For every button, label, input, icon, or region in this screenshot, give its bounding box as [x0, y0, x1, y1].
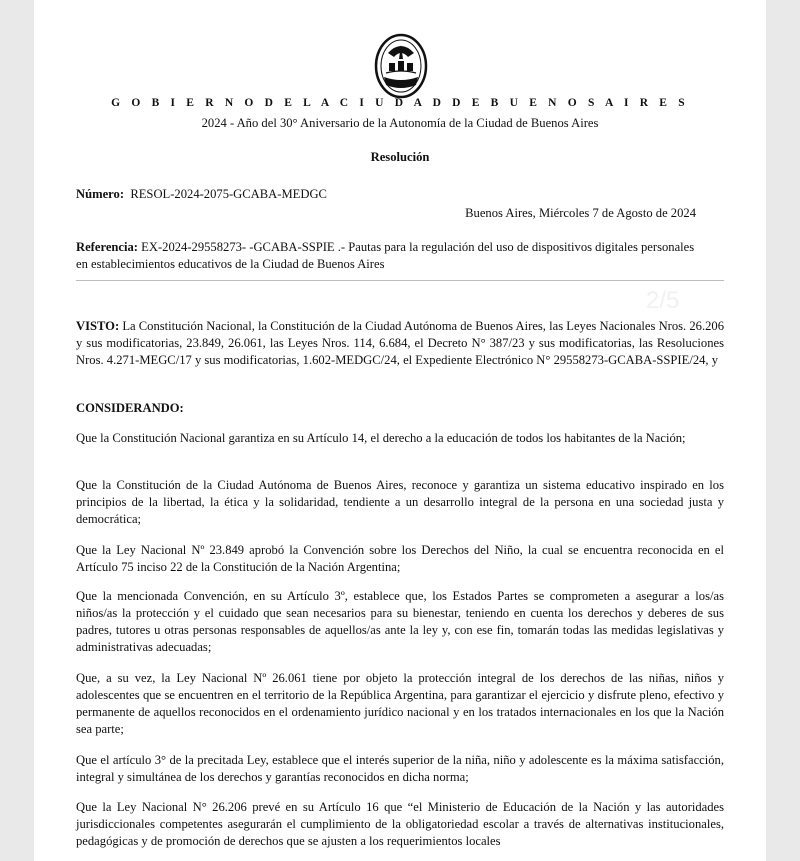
page-watermark: 2/5 [646, 287, 680, 314]
paragraph-5: Que, a su vez, la Ley Nacional Nº 26.061 tiene por objeto la protección integral de los derechos de las niñas, niños y adolescentes que se encuentren en el territorio de la República Argentina, para garantizar el ejercicio y disfrute pleno, efectivo y permanente de aquellos reconocidos en el ordenamiento jurídico nacional y en los tratados internacionales en los que la Nación sea parte; [76, 671, 724, 736]
considerando-heading: CONSIDERANDO: [76, 401, 184, 415]
referencia-line1: EX-2024-29558273- -GCABA-SSPIE .- Pautas para la regulación del uso de dispositivos digitales personales [141, 240, 695, 254]
year-motto: 2024 - Año del 30° Aniversario de la Autonomía de la Ciudad de Buenos Aires [201, 116, 599, 130]
government-name: G O B I E R N O D E L A C I U D A D D E B U E N O S A I R E S [111, 97, 689, 109]
numero-line [76, 186, 327, 203]
city-seal-icon [374, 33, 428, 99]
referencia-line2: en establecimientos educativos de la Ciudad de Buenos Aires [76, 257, 385, 271]
paragraph-3: Que la Ley Nacional Nº 23.849 aprobó la Convención sobre los Derechos del Niño, la cual se encuentra reconocida en el Artículo 75 inciso 22 de la Constitución de la Nación Argentina; [76, 543, 724, 574]
referencia-block [76, 239, 726, 273]
paragraph-2: Que la Constitución de la Ciudad Autónoma de Buenos Aires, reconoce y garantiza un sistema educativo inspirado en los principios de la libertad, la ética y la solidaridad, tendiente a un desarrollo integral de la persona en una sociedad justa y democrática; [76, 478, 724, 526]
numero-value: RESOL-2024-2075-GCABA-MEDGC [130, 187, 327, 201]
paragraph-6: Que el artículo 3° de la precitada Ley, establece que el interés superior de la niña, niño y adolescente es la máxima satisfacción, integral y simultánea de los derechos y garantías reconocidos en dicha norma; [76, 753, 724, 784]
paragraph-1: Que la Constitución Nacional garantiza en su Artículo 14, el derecho a la educación de todos los habitantes de la Nación; [76, 431, 686, 445]
numero-label: Número: [76, 187, 125, 201]
document-type-title: Resolución [370, 150, 430, 164]
visto-text: La Constitución Nacional, la Constitución de la Ciudad Autónoma de Buenos Aires, las Leyes Nacionales Nros. 26.206 y sus modificatorias, 23.849, 26.061, las Leyes Nros. 114, 6.684, el Decreto N° 387/23 y sus modificatorias, las Resoluciones Nros. 4.271-MEGC/17 y sus modificatorias, 1.602-MEDGC/24, el Expediente Electrónico N° 29558273-GCABA-SSPIE/24, y [76, 319, 724, 367]
visto-label: VISTO: [76, 319, 120, 333]
visto-paragraph [76, 318, 724, 369]
paragraph-4: Que la mencionada Convención, en su Artículo 3º, establece que, los Estados Partes se comprometen a asegurar a los/as niños/as la protección y el cuidado que sean necesarios para su bienestar, teniendo en cuenta los derechos y deberes de sus padres, tutores u otras personas responsables de aquellos/as ante la ley y, con ese fin, tomarán todas las medidas legislativas y administrativas adecuadas; [76, 589, 724, 654]
referencia-label: Referencia: [76, 240, 139, 254]
paragraph-7: Que la Ley Nacional N° 26.206 prevé en su Artículo 16 que “el Ministerio de Educación de la Nación y las autoridades jurisdiccionales competentes asegurarán el cumplimiento de la obligatoriedad escolar a través de alternativas institucionales, pedagógicas y de promoción de derechos que se ajusten a los requerimientos locales [76, 800, 724, 848]
place-date: Buenos Aires, Miércoles 7 de Agosto de 2024 [465, 206, 696, 220]
divider [76, 280, 724, 281]
